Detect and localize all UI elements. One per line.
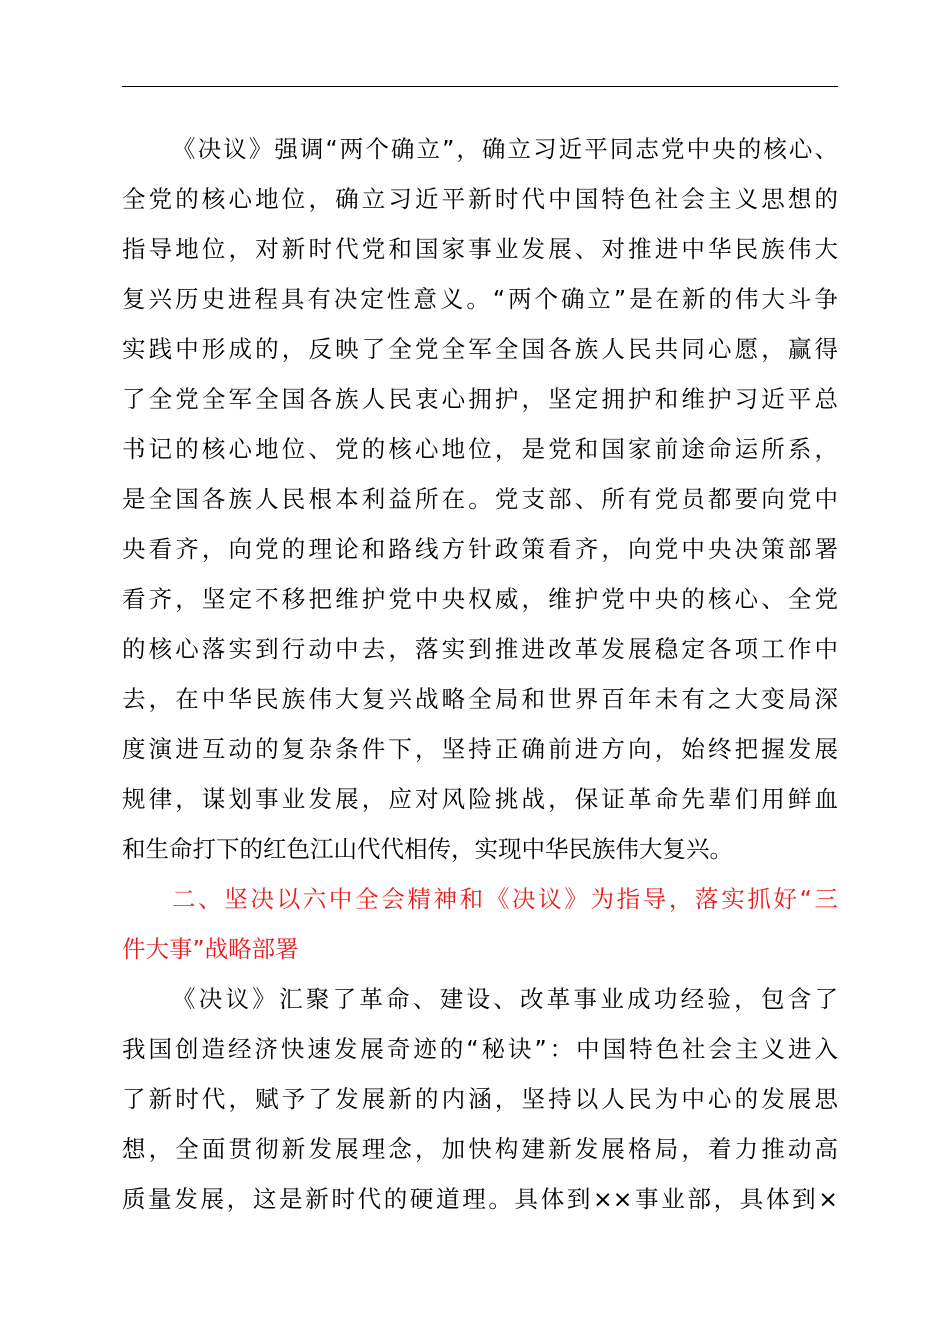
body-line: 复兴历史进程具有决定性意义。“两个确立”是在新的伟大斗争 — [122, 285, 838, 313]
body-line: 指导地位，对新时代党和国家事业发展、对推进中华民族伟大 — [122, 235, 838, 263]
body-line: 度演进互动的复杂条件下，坚持正确前进方向，始终把握发展 — [122, 735, 838, 763]
document-body — [122, 124, 838, 1224]
body-line: 《决议》汇聚了革命、建设、改革事业成功经验，包含了 — [172, 985, 838, 1013]
body-line: 的核心落实到行动中去，落实到推进改革发展稳定各项工作中 — [122, 635, 838, 663]
body-line: 是全国各族人民根本利益所在。党支部、所有党员都要向党中 — [122, 485, 838, 513]
section-heading-line: 件大事”战略部署 — [122, 935, 299, 963]
body-line: 规律，谋划事业发展，应对风险挑战，保证革命先辈们用鲜血 — [122, 785, 838, 813]
body-line: 全党的核心地位，确立习近平新时代中国特色社会主义思想的 — [122, 185, 838, 213]
section-heading-line: 二、坚决以六中全会精神和《决议》为指导，落实抓好“三 — [172, 885, 838, 913]
header-rule — [122, 86, 838, 87]
body-line: 看齐，坚定不移把维护党中央权威，维护党中央的核心、全党 — [122, 585, 838, 613]
body-line: 了新时代，赋予了发展新的内涵，坚持以人民为中心的发展思 — [122, 1085, 838, 1113]
body-line: 和生命打下的红色江山代代相传，实现中华民族伟大复兴。 — [122, 835, 733, 863]
body-line: 实践中形成的，反映了全党全军全国各族人民共同心愿，赢得 — [122, 335, 838, 363]
body-line: 质量发展，这是新时代的硬道理。具体到××事业部，具体到× — [122, 1185, 838, 1213]
body-line: 去，在中华民族伟大复兴战略全局和世界百年未有之大变局深 — [122, 685, 838, 713]
body-line: 了全党全军全国各族人民衷心拥护，坚定拥护和维护习近平总 — [122, 385, 838, 413]
body-line: 书记的核心地位、党的核心地位，是党和国家前途命运所系， — [122, 435, 838, 463]
body-line: 我国创造经济快速发展奇迹的“秘诀”：中国特色社会主义进入 — [122, 1035, 838, 1063]
body-line: 央看齐，向党的理论和路线方针政策看齐，向党中央决策部署 — [122, 535, 838, 563]
body-line: 《决议》强调“两个确立”，确立习近平同志党中央的核心、 — [172, 135, 838, 163]
body-line: 想，全面贯彻新发展理念，加快构建新发展格局，着力推动高 — [122, 1135, 838, 1163]
